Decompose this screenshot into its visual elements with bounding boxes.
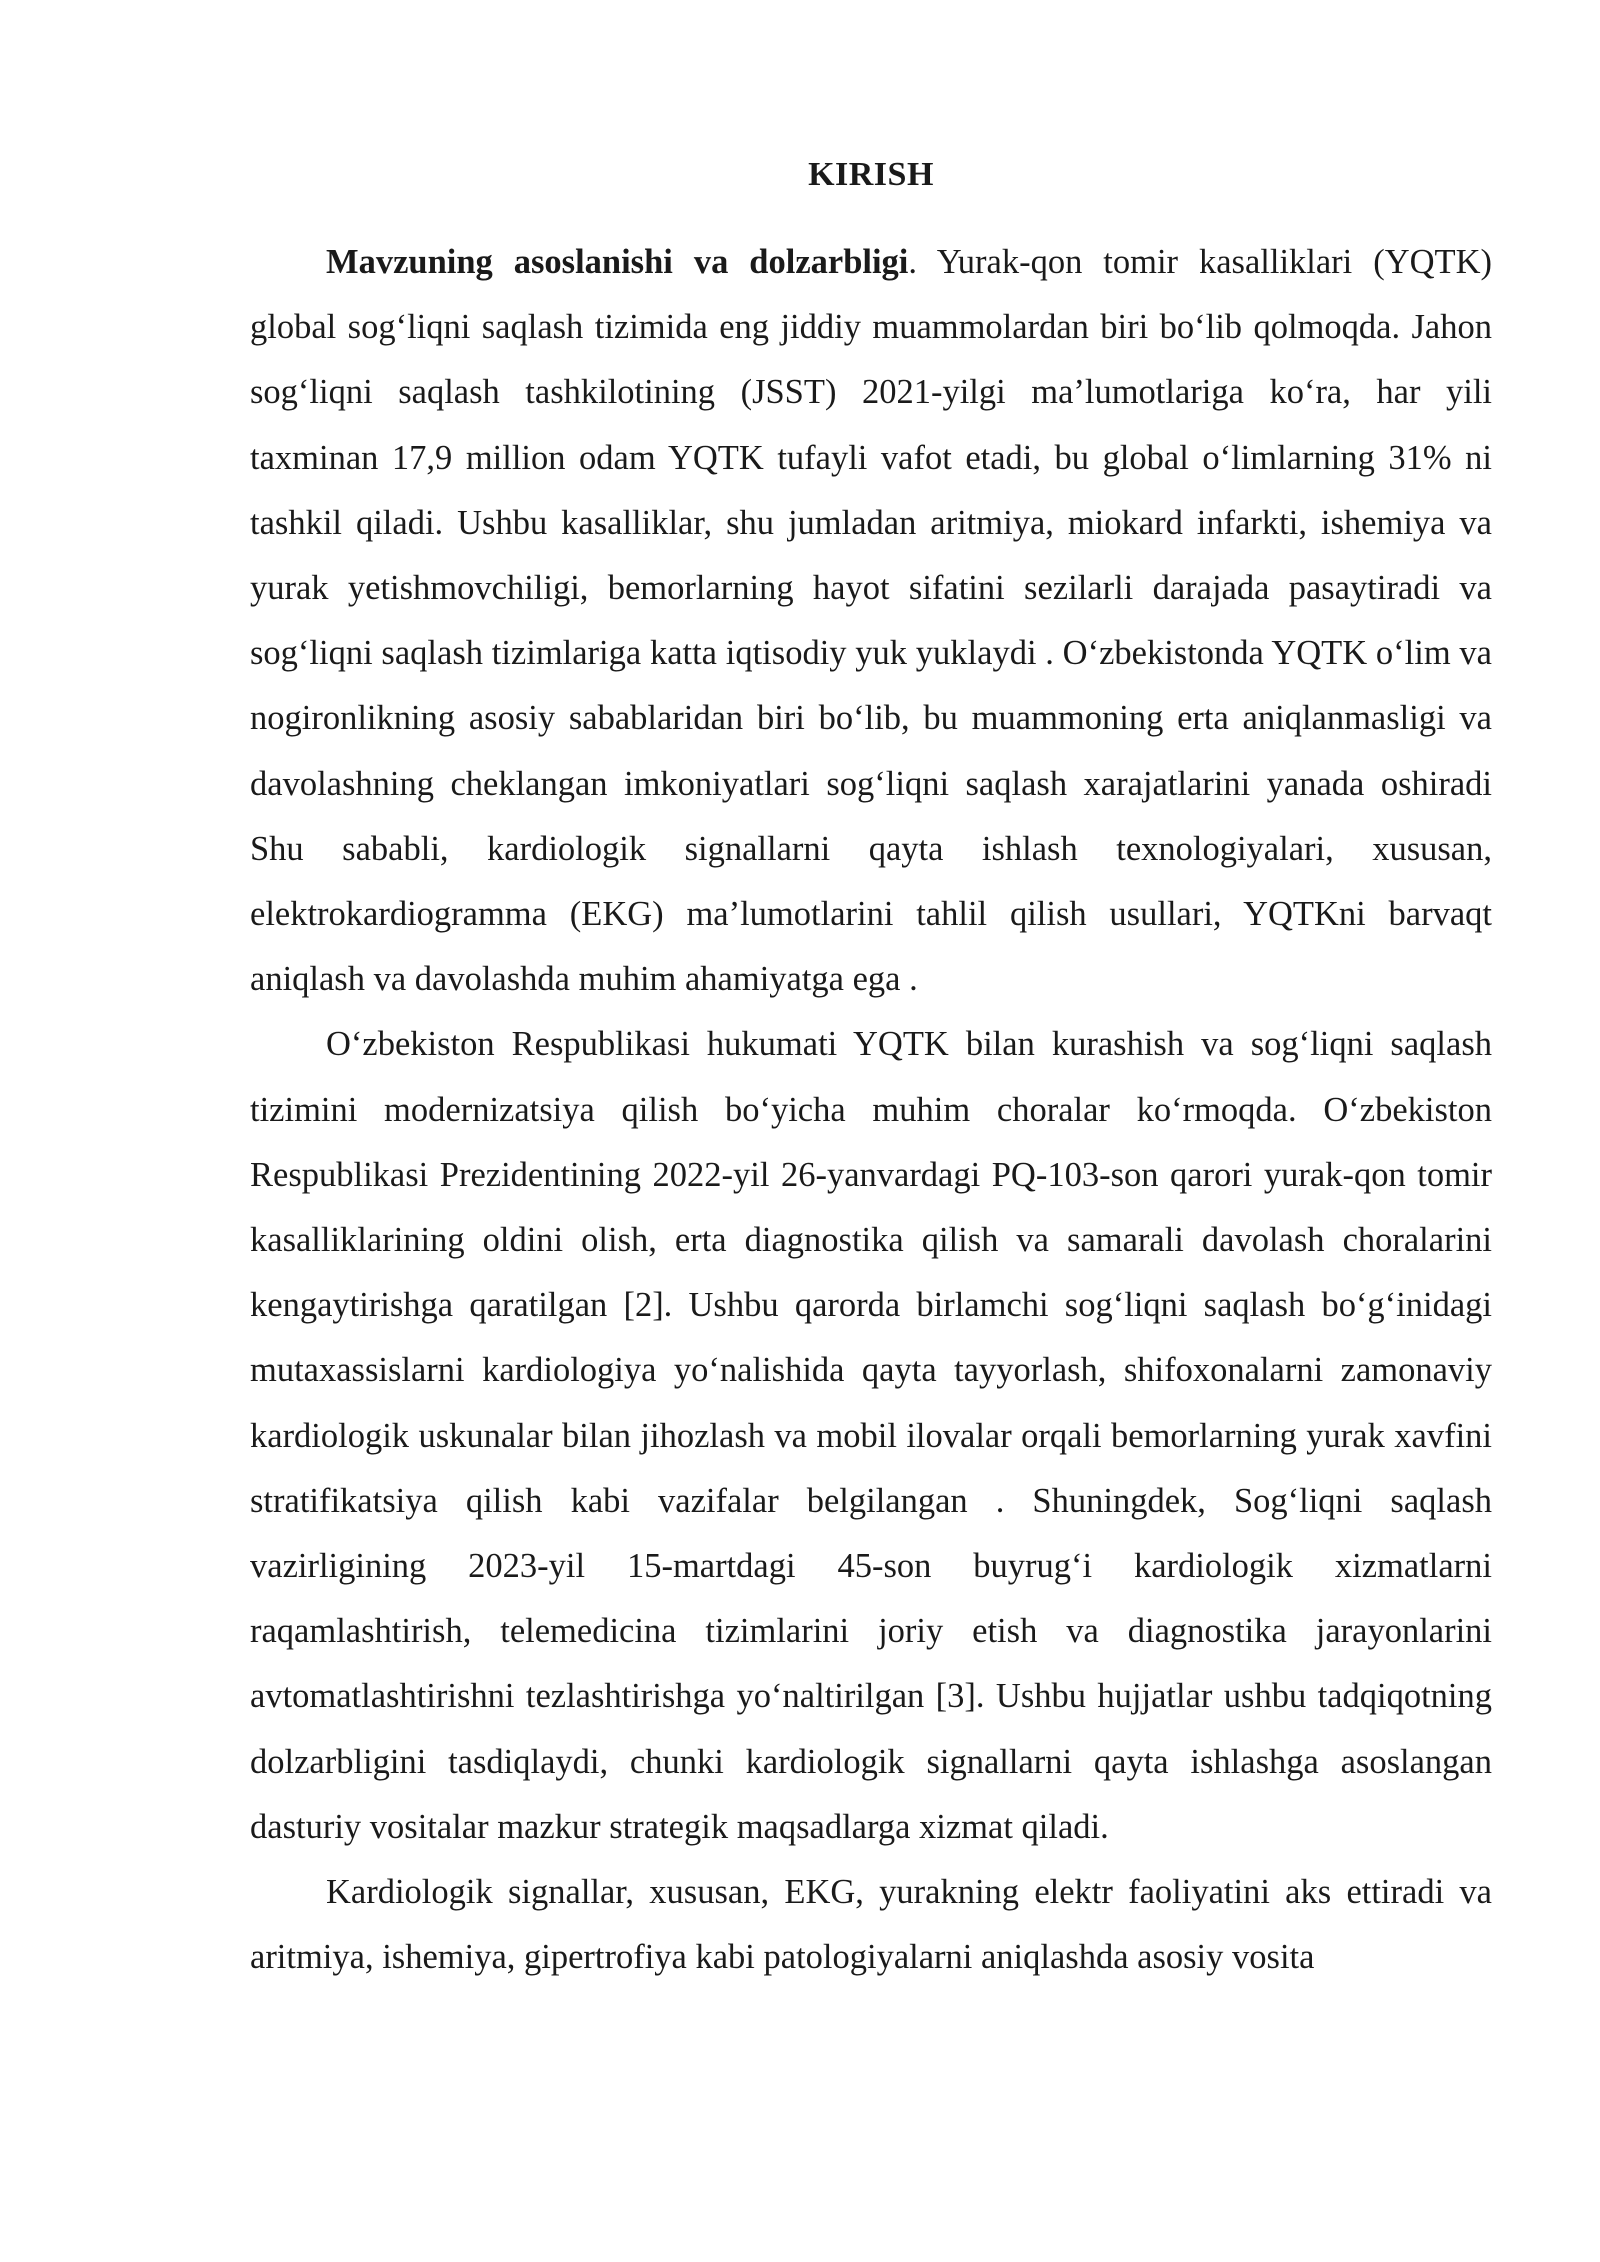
- paragraph-government-measures: [250, 1012, 1492, 1860]
- document-page: [250, 150, 1492, 1990]
- paragraph-relevance: [250, 230, 1492, 1012]
- paragraph-body: Kardiologik signallar, xususan, EKG, yurakning elektr faoliyatini aks ettiradi va aritmiya, ishemiya, gipertrofiya kabi patologiyalarni aniqlashda asosiy vosita: [250, 1873, 1492, 1977]
- paragraph-cardiologic-signals: [250, 1860, 1492, 1990]
- paragraph-body: O‘zbekiston Respublikasi hukumati YQTK bilan kurashish va sog‘liqni saqlash tizimini modernizatsiya qilish bo‘yicha muhim choralar ko‘rmoqda. O‘zbekiston Respublikasi Prezidentining 2022-yil 26-yanvardagi PQ-103-son qarori yurak-qon tomir kasalliklarining oldini olish, erta diagnostika qilish va samarali davolash choralarini kengaytirishga qaratilgan [2]. Ushbu qarorda birlamchi sog‘liqni saqlash bo‘g‘inidagi mutaxassislarni kardiologiya yo‘nalishida qayta tayyorlash, shifoxonalarni zamonaviy kardiologik uskunalar bilan jihozlash va mobil ilovalar orqali bemorlarning yurak xavfini stratifikatsiya qilish kabi vazifalar belgilangan . Shuningdek, Sog‘liqni saqlash vazirligining 2023-yil 15-martdagi 45-son buyrug‘i kardiologik xizmatlarni raqamlashtirish, telemedicina tizimlarini joriy etish va diagnostika jarayonlarini avtomatlashtirishni tezlashtirishga yo‘naltirilgan [3]. Ushbu hujjatlar ushbu tadqiqotning dolzarbligini tasdiqlaydi, chunki kardiologik signallarni qayta ishlashga asoslangan dasturiy vositalar mazkur strategik maqsadlarga xizmat qiladi.: [250, 1025, 1492, 1846]
- paragraph-body: . Yurak-qon tomir kasalliklari (YQTK) global sog‘liqni saqlash tizimida eng jiddiy muammolardan biri bo‘lib qolmoqda. Jahon sog‘liqni saqlash tashkilotining (JSST) 2021-yilgi ma’lumotlariga ko‘ra, har yili taxminan 17,9 million odam YQTK tufayli vafot etadi, bu global o‘limlarning 31% ni tashkil qiladi. Ushbu kasalliklar, shu jumladan aritmiya, miokard infarkti, ishemiya va yurak yetishmovchiligi, bemorlarning hayot sifatini sezilarli darajada pasaytiradi va sog‘liqni saqlash tizimlariga katta iqtisodiy yuk yuklaydi . O‘zbekistonda YQTK o‘lim va nogironlikning asosiy sabablaridan biri bo‘lib, bu muammoning erta aniqlanmasligi va davolashning cheklangan imkoniyatlari sog‘liqni saqlash xarajatlarini yanada oshiradi Shu sababli, kardiologik signallarni qayta ishlash texnologiyalari, xususan, elektrokardiogramma (EKG) ma’lumotlarini tahlil qilish usullari, YQTKni barvaqt aniqlash va davolashda muhim ahamiyatga ega .: [250, 243, 1492, 999]
- paragraph-lead-heading: Mavzuning asoslanishi va dolzarbligi: [326, 243, 909, 281]
- page-title: KIRISH: [808, 156, 934, 193]
